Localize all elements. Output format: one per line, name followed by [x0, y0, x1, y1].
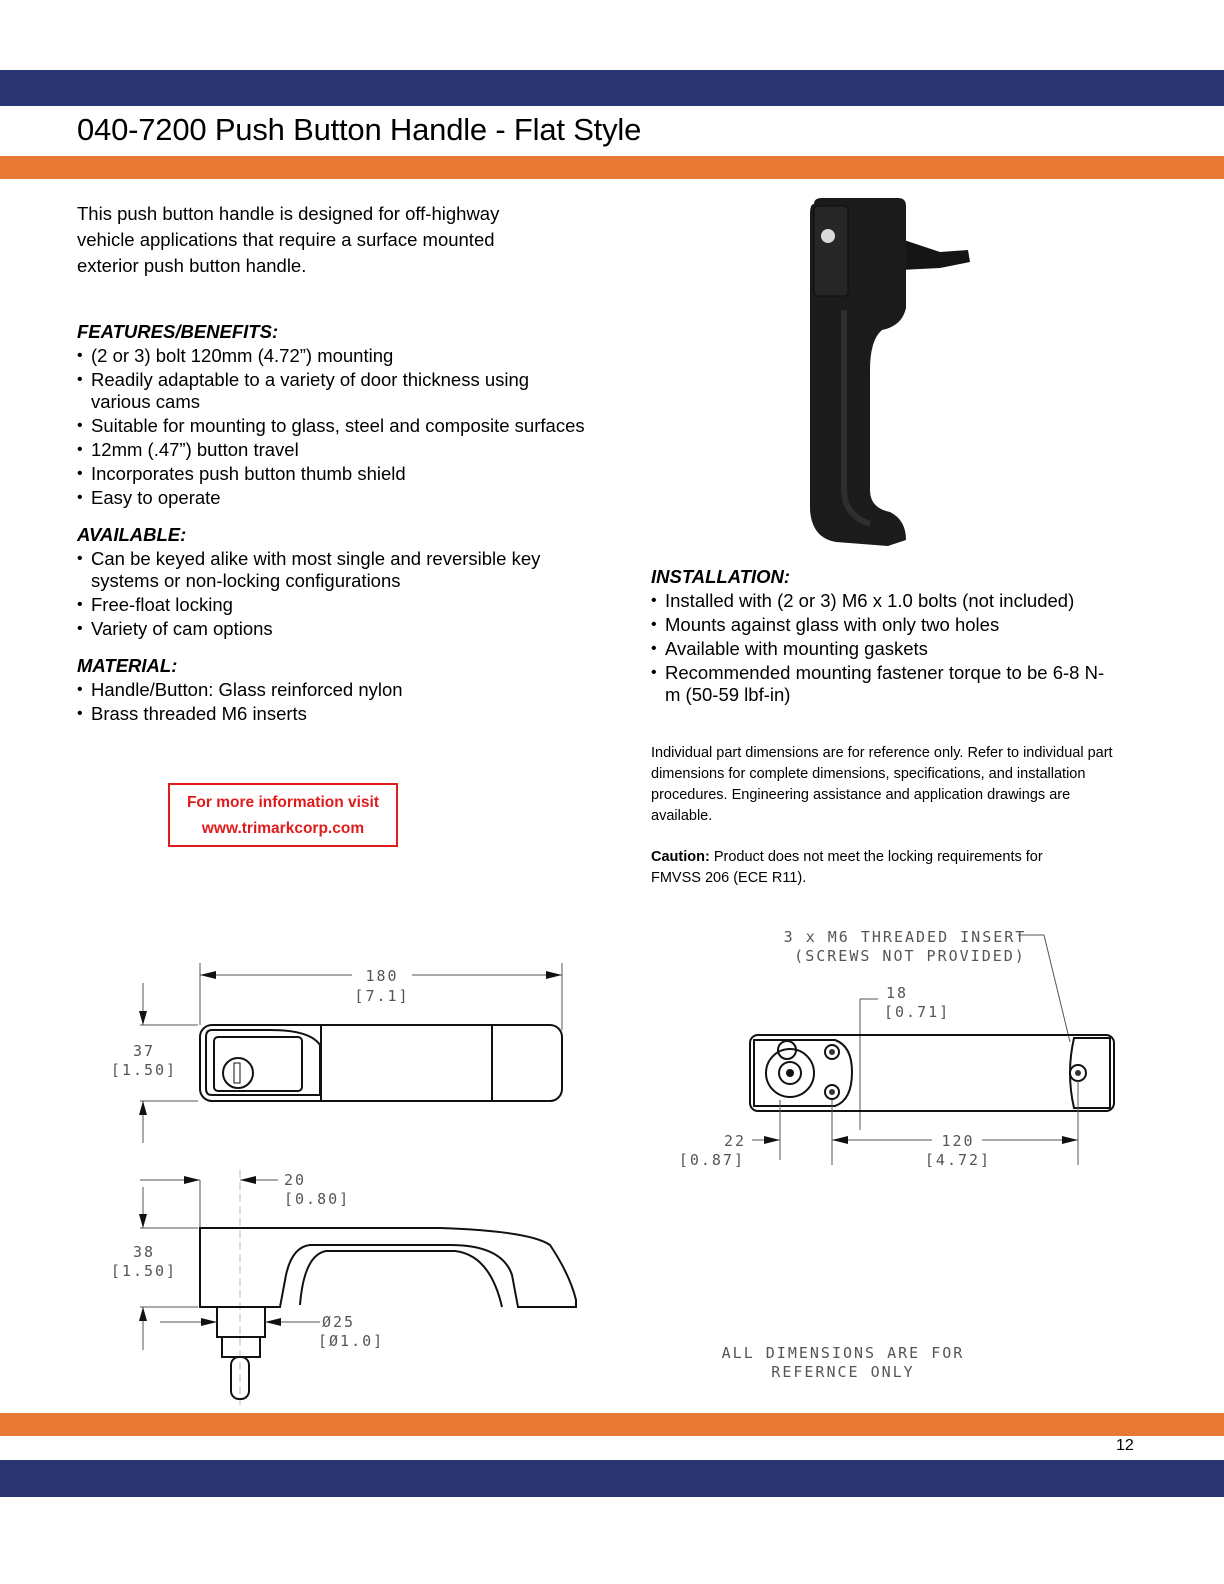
side-view-drawing [100, 1165, 580, 1410]
reference-note-line2: REFERNCE ONLY [771, 1363, 915, 1381]
dim-edge-in: [0.87] [678, 1151, 745, 1169]
list-item: • Recommended mounting fastener torque to be 6-8 N-m (50-59 lbf-in) [651, 662, 1115, 705]
page-number: 12 [1116, 1437, 1134, 1454]
bottom-view-drawing [670, 920, 1120, 1180]
header-orange-band [0, 156, 1224, 179]
footer-orange-band [0, 1413, 1224, 1436]
list-item: • 12mm (.47”) button travel [77, 439, 587, 461]
available-list [77, 548, 587, 639]
dim-width-in: [1.50] [110, 1061, 178, 1079]
material-section [77, 655, 587, 725]
disclaimer-text: Individual part dimensions are for reference only. Refer to individual part dimensions for complete dimensions, specifications, and installation procedures. Engineering assistance and application drawings are available. [651, 745, 1113, 824]
list-item: • Incorporates push button thumb shield [77, 463, 587, 485]
list-item: • Handle/Button: Glass reinforced nylon [77, 679, 587, 701]
footer-navy-band [0, 1460, 1224, 1497]
features-list [77, 345, 587, 508]
dim-diameter-in: [Ø1.0] [318, 1332, 385, 1350]
material-heading: MATERIAL: [77, 655, 178, 676]
list-item: • Can be keyed alike with most single and reversible key systems or non-locking configurations [77, 548, 587, 591]
features-section [77, 321, 587, 508]
dim-length-in: [7.1] [354, 987, 410, 1005]
reference-note-line1: ALL DIMENSIONS ARE FOR [721, 1344, 965, 1362]
caution-body: Product does not meet the locking requirements for FMVSS 206 (ECE R11). [651, 849, 1043, 886]
installation-heading: INSTALLATION: [651, 566, 791, 587]
page-title: 040-7200 Push Button Handle - Flat Style [77, 112, 642, 147]
available-section [77, 524, 587, 639]
dim-edge: 22 [723, 1132, 746, 1150]
callout-screws: (SCREWS NOT PROVIDED) [794, 947, 1026, 965]
dim-diameter: Ø25 [322, 1313, 356, 1331]
header-navy-band [0, 70, 1224, 106]
callout-inserts: 3 x M6 THREADED INSERT [783, 928, 1027, 946]
svg-text:180: 180 [365, 967, 399, 985]
material-list [77, 679, 587, 725]
dim-spacing-in: [0.71] [884, 1003, 951, 1021]
list-item: • Free-float locking [77, 594, 587, 616]
dim-height-in: [1.50] [110, 1262, 178, 1280]
features-heading: FEATURES/BENEFITS: [77, 321, 279, 342]
available-heading: AVAILABLE: [77, 524, 187, 545]
product-photo [790, 190, 980, 550]
dim-offset: 20 [284, 1171, 307, 1189]
dim-pitch: 120 [941, 1132, 975, 1150]
list-item: • Variety of cam options [77, 618, 587, 640]
list-item: • Readily adaptable to a variety of door thickness using various cams [77, 369, 587, 412]
dim-width: 37 [132, 1042, 156, 1060]
dim-offset-in: [0.80] [284, 1190, 351, 1208]
list-item: • Available with mounting gaskets [651, 638, 1131, 660]
caution-text [651, 847, 1091, 889]
left-column [77, 201, 587, 727]
more-info-box[interactable] [168, 783, 398, 847]
list-item: • Easy to operate [77, 487, 587, 509]
reference-note [700, 1340, 1000, 1390]
list-item: • Brass threaded M6 inserts [77, 703, 587, 725]
dim-spacing: 18 [886, 984, 909, 1002]
website-link[interactable]: www.trimarkcorp.com [201, 820, 365, 837]
right-column [651, 566, 1131, 889]
dim-pitch-in: [4.72] [924, 1151, 992, 1169]
intro-paragraph: This push button handle is designed for off-highway vehicle applications that require a surface mounted exterior push button handle. [77, 203, 500, 276]
dim-height: 38 [132, 1243, 156, 1261]
caution-label: Caution: [651, 849, 710, 865]
list-item: • (2 or 3) bolt 120mm (4.72”) mounting [77, 345, 587, 367]
more-info-text: For more information visit [186, 794, 380, 811]
handle-photo-icon [790, 190, 980, 550]
list-item: • Installed with (2 or 3) M6 x 1.0 bolts (not included) [651, 590, 1131, 612]
installation-list [651, 590, 1131, 705]
list-item: • Mounts against glass with only two holes [651, 614, 1131, 636]
list-item: • Suitable for mounting to glass, steel and composite surfaces [77, 415, 587, 437]
top-view-drawing [100, 955, 580, 1145]
